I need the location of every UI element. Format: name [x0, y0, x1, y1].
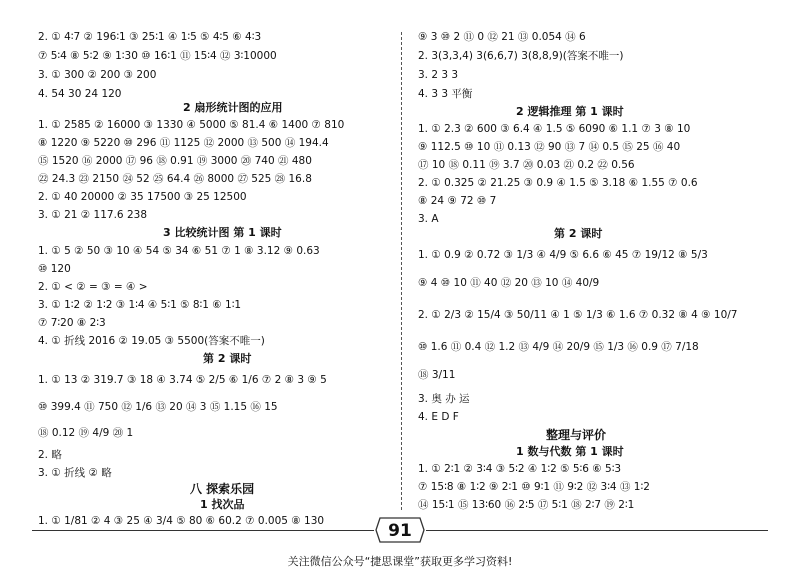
answer-line: ⑭ 15∶1 ⑮ 13∶60 ⑯ 2∶5 ⑰ 5∶1 ⑱ 2∶7 ⑲ 2∶1 [418, 499, 635, 511]
answer-line: ⑩ 120 [38, 263, 71, 275]
answer-line: 2. ① 2/3 ② 15/4 ③ 50/11 ④ 1 ⑤ 1/3 ⑥ 1.6 ⑦ 0.32 ⑧ 4 ⑨ 10/7 [418, 309, 738, 321]
answer-line: 4. E D F [418, 411, 459, 423]
answer-line: 2. ① 0.325 ② 21.25 ③ 0.9 ④ 1.5 ⑤ 3.18 ⑥ 1.55 ⑦ 0.6 [418, 177, 698, 189]
answer-line: 2. ① 4∶7 ② 196∶1 ③ 25∶1 ④ 1∶5 ⑤ 4∶5 ⑥ 4∶3 [38, 31, 262, 43]
answer-line: ⑩ 1.6 ⑪ 0.4 ⑫ 1.2 ⑬ 4/9 ⑭ 20/9 ⑮ 1/3 ⑯ 0.9 ⑰ 7/18 [418, 341, 699, 353]
answer-line: ㉒ 24.3 ㉓ 2150 ㉔ 52 ㉕ 64.4 ㉖ 8000 ㉗ 525 ㉘ 16.8 [38, 173, 312, 185]
footer-text: 关注微信公众号“捷思课堂”获取更多学习资料! [287, 555, 513, 568]
section-heading: 2 逻辑推理 第 1 课时 [516, 105, 624, 118]
answer-line: 4. 3 3 平衡 [418, 88, 473, 100]
answer-line: ⑦ 7∶20 ⑧ 2∶3 [38, 317, 106, 329]
answer-line: 3. ① 300 ② 200 ③ 200 [38, 69, 157, 81]
section-heading: 3 比较统计图 第 1 课时 [163, 226, 282, 239]
answer-line: 4. 54 30 24 120 [38, 88, 122, 100]
answer-line: ⑦ 15∶8 ⑧ 1∶2 ⑨ 2∶1 ⑩ 9∶1 ⑪ 9∶2 ⑫ 3∶4 ⑬ 1∶2 [418, 481, 650, 493]
answer-line: 1. ① 2585 ② 16000 ③ 1330 ④ 5000 ⑤ 81.4 ⑥ 1400 ⑦ 810 [38, 119, 345, 131]
answer-line: 3. ① 21 ② 117.6 238 [38, 209, 147, 221]
answer-line: 1. ① 13 ② 319.7 ③ 18 ④ 3.74 ⑤ 2/5 ⑥ 1/6 ⑦ 2 ⑧ 3 ⑨ 5 [38, 374, 327, 386]
section-heading: 1 找次品 [200, 498, 245, 511]
answer-line: 4. ① 折线 2016 ② 19.05 ③ 5500(答案不唯一) [38, 335, 265, 347]
answer-line: 3. ① 折线 ② 略 [38, 467, 112, 479]
answer-line: ⑧ 1220 ⑨ 5220 ⑩ 296 ⑪ 1125 ⑫ 2000 ⑬ 500 ⑭ 194.4 [38, 137, 329, 149]
answer-line: ⑰ 10 ⑱ 0.11 ⑲ 3.7 ⑳ 0.03 ㉑ 0.2 ㉒ 0.56 [418, 159, 635, 171]
answer-line: ⑨ 3 ⑩ 2 ⑪ 0 ⑫ 21 ⑬ 0.054 ⑭ 6 [418, 31, 586, 43]
answer-line: 2. 3(3,3,4) 3(6,6,7) 3(8,8,9)(答案不唯一) [418, 50, 624, 62]
answer-line: 3. 2 3 3 [418, 69, 459, 81]
column-divider [401, 32, 402, 510]
answer-line: 3. ① 1∶2 ② 1∶2 ③ 1∶4 ④ 5∶1 ⑤ 8∶1 ⑥ 1∶1 [38, 299, 242, 311]
answer-line: 3. 奥 办 运 [418, 393, 470, 405]
answer-line: 3. A [418, 213, 439, 225]
section-heading: 1 数与代数 第 1 课时 [516, 445, 624, 458]
answer-line: 2. ① 40 20000 ② 35 17500 ③ 25 12500 [38, 191, 247, 203]
section-heading: 第 2 课时 [554, 227, 603, 240]
answer-line: ⑦ 5∶4 ⑧ 5∶2 ⑨ 1∶30 ⑩ 16∶1 ⑪ 15∶4 ⑫ 3∶10000 [38, 50, 277, 62]
answer-line: ⑧ 24 ⑨ 72 ⑩ 7 [418, 195, 497, 207]
answer-line: ⑱ 0.12 ⑲ 4/9 ⑳ 1 [38, 427, 134, 439]
answer-line: 1. ① 1/81 ② 4 ③ 25 ④ 3/4 ⑤ 80 ⑥ 60.2 ⑦ 0.005 ⑧ 130 [38, 515, 325, 527]
page-number-badge [374, 516, 426, 544]
answer-line: ⑮ 1520 ⑯ 2000 ⑰ 96 ⑱ 0.91 ⑲ 3000 ⑳ 740 ㉑ 480 [38, 155, 312, 167]
answer-line: 1. ① 5 ② 50 ③ 10 ④ 54 ⑤ 34 ⑥ 51 ⑦ 1 ⑧ 3.12 ⑨ 0.63 [38, 245, 320, 257]
answer-line: 1. ① 2∶1 ② 3∶4 ③ 5∶2 ④ 1∶2 ⑤ 5∶6 ⑥ 5∶3 [418, 463, 622, 475]
answer-line: 2. 略 [38, 449, 62, 461]
section-heading: 2 扇形统计图的应用 [183, 101, 283, 114]
answer-line: 1. ① 0.9 ② 0.72 ③ 1/3 ④ 4/9 ⑤ 6.6 ⑥ 45 ⑦ 19/12 ⑧ 5/3 [418, 249, 708, 261]
unit-heading: 八 探索乐园 [190, 482, 255, 496]
answer-line: ⑨ 4 ⑩ 10 ⑪ 40 ⑫ 20 ⑬ 10 ⑭ 40/9 [418, 277, 600, 289]
answer-line: 1. ① 2.3 ② 600 ③ 6.4 ④ 1.5 ⑤ 6090 ⑥ 1.1 ⑦ 3 ⑧ 10 [418, 123, 691, 135]
answer-line: ⑱ 3/11 [418, 369, 456, 381]
answer-line: ⑩ 399.4 ⑪ 750 ⑫ 1/6 ⑬ 20 ⑭ 3 ⑮ 1.15 ⑯ 15 [38, 401, 278, 413]
answer-line: ⑨ 112.5 ⑩ 10 ⑪ 0.13 ⑫ 90 ⑬ 7 ⑭ 0.5 ⑮ 25 ⑯ 40 [418, 141, 681, 153]
unit-heading: 整理与评价 [546, 428, 607, 442]
section-heading: 第 2 课时 [203, 352, 252, 365]
page-number: 91 [388, 521, 412, 541]
answer-line: 2. ① < ② = ③ = ④ > [38, 281, 148, 293]
